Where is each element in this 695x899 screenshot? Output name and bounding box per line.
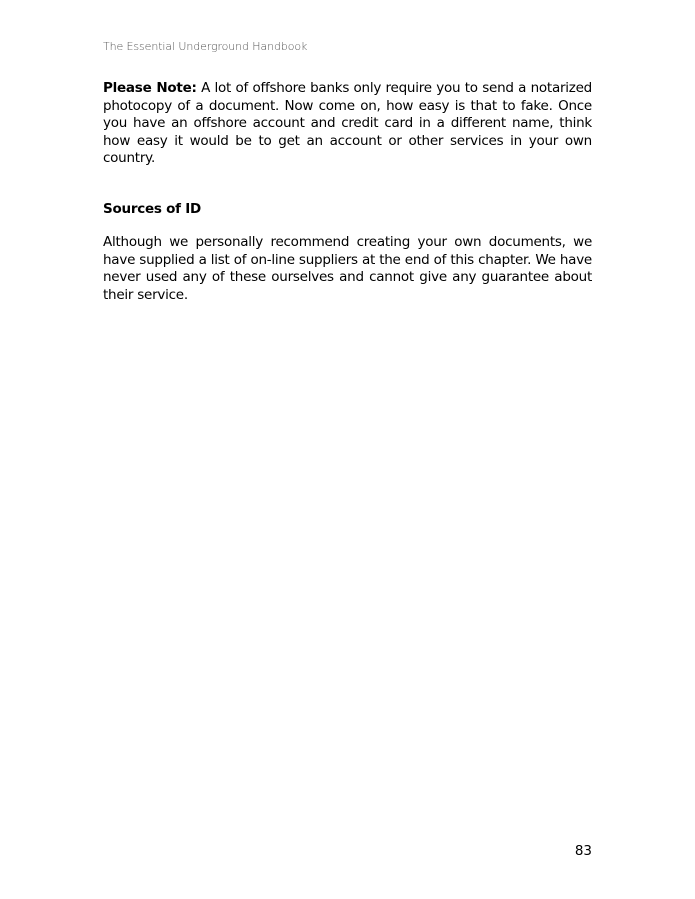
page-number: 83 — [574, 843, 592, 859]
note-text: A lot of offshore banks only require you to send a notarized photocopy of a document. Now come on, how easy is that to fake. Once you have an offshore account and credit card in a different name, think how easy it would be to get an account or other services in your own country. — [103, 80, 592, 166]
note-paragraph — [103, 80, 592, 168]
section-heading: Sources of ID — [103, 201, 201, 217]
section-paragraph: Although we personally recommend creating your own documents, we have supplied a list of on-line suppliers at the end of this chapter. We have never used any of these ourselves and cannot give any guarantee about their service. — [103, 234, 592, 303]
running-header: The Essential Underground Handbook — [103, 40, 308, 53]
note-lead: Please Note: — [103, 80, 197, 96]
